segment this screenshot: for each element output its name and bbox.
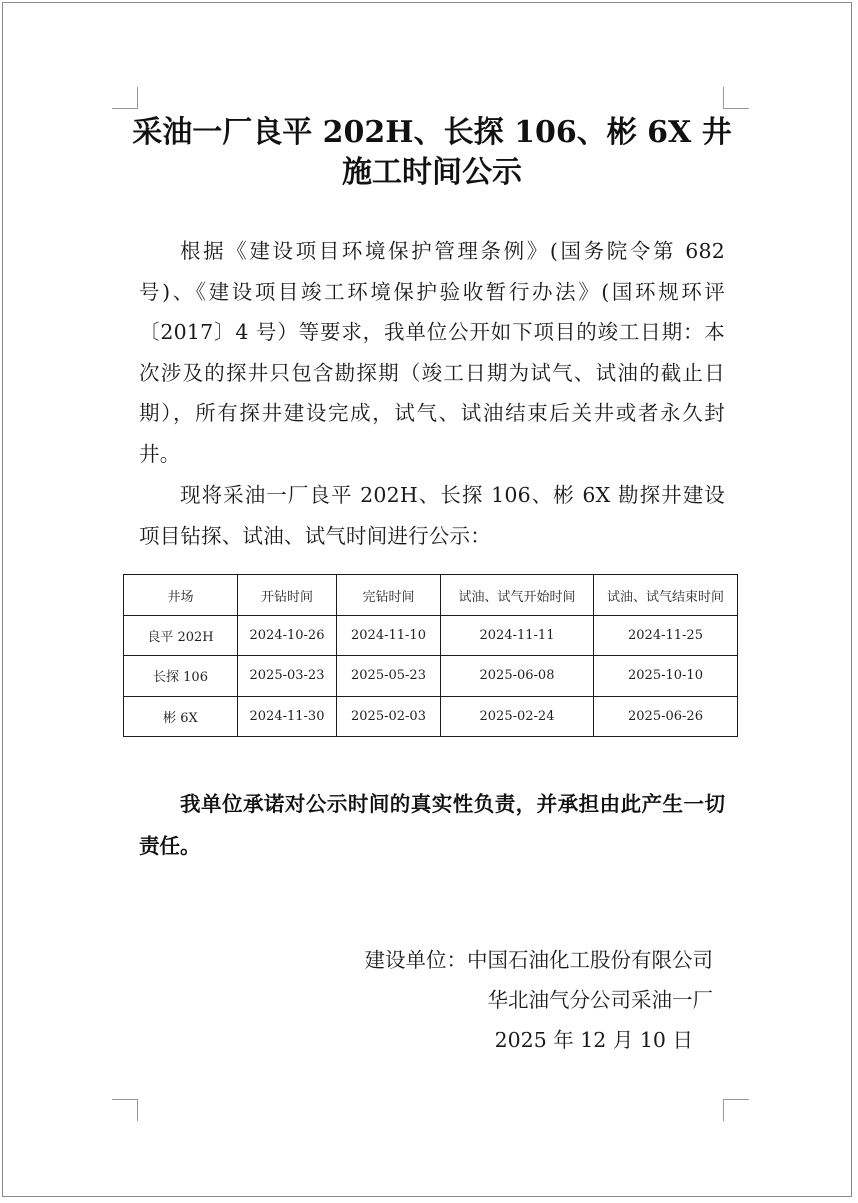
table-row [124, 656, 738, 696]
table-cell: 2024-11-10 [337, 616, 441, 656]
table-header-cell: 井场 [124, 575, 238, 616]
table-cell: 2025-10-10 [594, 656, 738, 696]
crop-mark-top-left [112, 87, 138, 109]
crop-mark-bottom-left [112, 1099, 138, 1121]
document-title-line2: 施工时间公示 [342, 155, 522, 190]
table-cell: 2024-11-25 [594, 616, 738, 656]
table-row [124, 616, 738, 656]
schedule-table [123, 574, 738, 737]
table-cell: 2025-06-08 [441, 656, 594, 696]
announcement-paragraph: 现将采油一厂良平 202H、长探 106、彬 6X 勘探井建设项目钻探、试油、试气时间进行公示： [139, 483, 725, 548]
table-cell: 2025-06-26 [594, 696, 738, 736]
pledge-statement: 我单位承诺对公示时间的真实性负责，并承担由此产生一切责任。 [139, 792, 725, 858]
table-cell: 2025-03-23 [238, 656, 337, 696]
table-header-cell: 完钻时间 [337, 575, 441, 616]
document-page [2, 2, 852, 1197]
table-cell: 2025-02-03 [337, 696, 441, 736]
table-cell: 2024-10-26 [238, 616, 337, 656]
table-cell: 2025-02-24 [441, 696, 594, 736]
table-header-cell: 试油、试气结束时间 [594, 575, 738, 616]
document-title-line1: 采油一厂良平 202H、长探 106、彬 6X 井 [132, 115, 732, 150]
table-cell: 2024-11-30 [238, 696, 337, 736]
table-header-row [124, 575, 738, 616]
table-cell: 长探 106 [124, 656, 238, 696]
table-cell: 2024-11-11 [441, 616, 594, 656]
table-header-cell: 开钻时间 [238, 575, 337, 616]
intro-paragraph: 根据《建设项目环境保护管理条例》(国务院令第 682 号)、《建设项目竣工环境保护验收暂行办法》(国环规环评〔2017〕4 号）等要求，我单位公开如下项目的竣工日期：本次涉及的探井只包含勘探期（竣工日期为试气、试油的截止日期），所有探井建设完成，试气、试油结束后关井或者永久封井。 [139, 239, 725, 466]
crop-mark-top-right [723, 87, 749, 109]
table-header-cell: 试油、试气开始时间 [441, 575, 594, 616]
signature-department: 华北油气分公司采油一厂 [487, 988, 713, 1012]
signature-organization: 建设单位：中国石油化工股份有限公司 [364, 948, 713, 972]
crop-mark-bottom-right [723, 1099, 749, 1121]
table-row [124, 696, 738, 736]
table-cell: 彬 6X [124, 696, 238, 736]
signature-date: 2025 年 12 月 10 日 [494, 1028, 693, 1052]
table-cell: 2025-05-23 [337, 656, 441, 696]
table-cell: 良平 202H [124, 616, 238, 656]
